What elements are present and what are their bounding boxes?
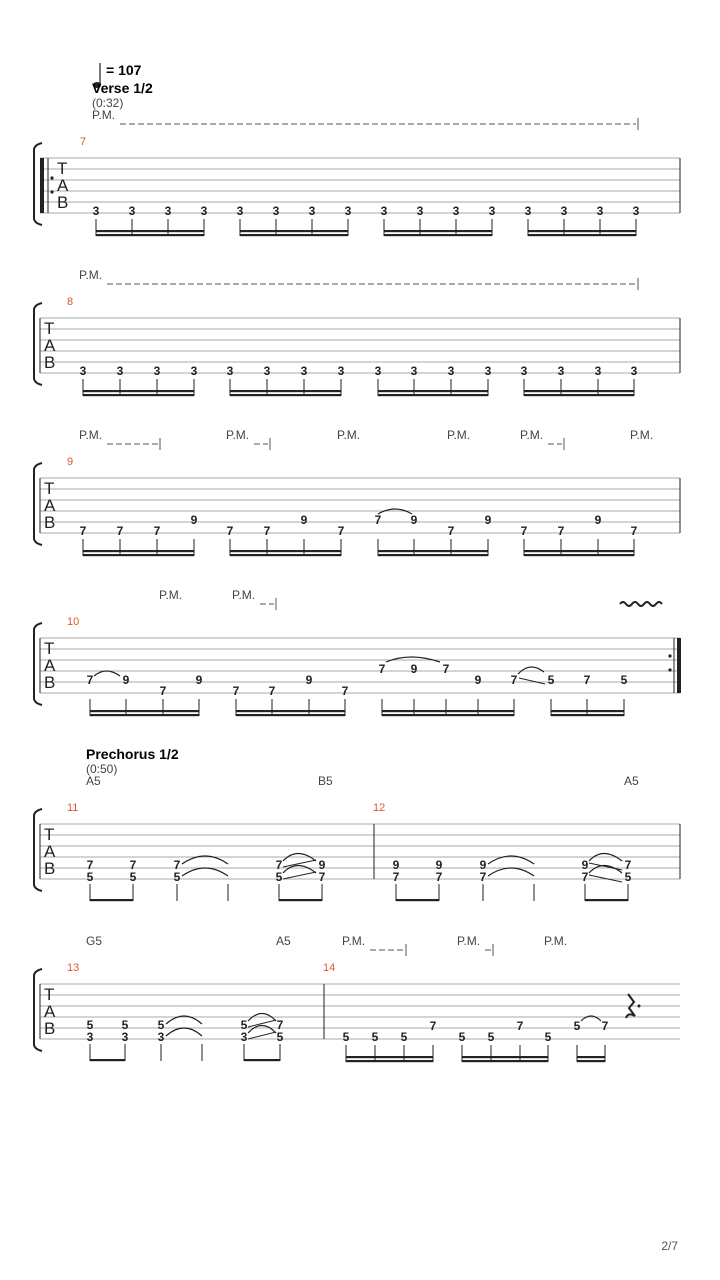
tab-note: 7 xyxy=(232,684,240,698)
tab-note: 3 xyxy=(226,364,234,378)
svg-text:5: 5 xyxy=(129,870,137,884)
note-beam xyxy=(528,234,636,236)
tab-note: 5 xyxy=(544,1030,552,1044)
note-beam xyxy=(236,714,345,716)
svg-text:3: 3 xyxy=(121,1030,129,1044)
note-beam xyxy=(378,390,488,392)
tab-note: 3 xyxy=(557,364,565,378)
measure-number-13: 13 xyxy=(67,962,80,974)
tab-note: 7 xyxy=(153,524,161,538)
tab-note: 7 xyxy=(510,673,518,687)
tab-note: 7 xyxy=(86,673,94,687)
tab-note: 9 xyxy=(410,513,418,527)
svg-text:7: 7 xyxy=(581,870,589,884)
svg-text:7: 7 xyxy=(276,1018,284,1032)
measure-number-8: 8 xyxy=(67,296,74,308)
note-beam xyxy=(240,230,348,232)
svg-text:7: 7 xyxy=(318,870,326,884)
tab-note: 7 xyxy=(341,684,349,698)
pm-label: P.M. xyxy=(159,588,183,602)
tab-note: 9 xyxy=(484,513,492,527)
tab-note: 7 xyxy=(442,662,450,676)
note-beam xyxy=(83,550,194,552)
system-4 xyxy=(34,588,681,716)
note-beam xyxy=(83,394,194,396)
tab-note: 3 xyxy=(116,364,124,378)
section-time-verse: (0:32) xyxy=(92,96,124,110)
tab-clef-a: A xyxy=(44,336,56,355)
measure-number-12: 12 xyxy=(373,802,386,814)
pm-label: P.M. xyxy=(447,428,471,442)
tab-clef-a: A xyxy=(44,842,56,861)
note-beam xyxy=(236,710,345,712)
pm-label: P.M. xyxy=(92,108,116,122)
chord-a5: A5 xyxy=(624,774,639,788)
svg-text:7: 7 xyxy=(129,858,137,872)
svg-text:5: 5 xyxy=(275,870,283,884)
tab-clef-b: B xyxy=(44,859,56,878)
tab-note: 9 xyxy=(594,513,602,527)
tab-note: 5 xyxy=(573,1019,581,1033)
tab-note: 3 xyxy=(520,364,528,378)
svg-text:7: 7 xyxy=(173,858,181,872)
svg-text:5: 5 xyxy=(86,1018,94,1032)
note-beam xyxy=(230,554,341,556)
tab-note: 3 xyxy=(236,204,244,218)
tab-note: 7 xyxy=(429,1019,437,1033)
tab-note: 5 xyxy=(371,1030,379,1044)
note-beam xyxy=(83,390,194,392)
tab-note: 9 xyxy=(300,513,308,527)
svg-text:9: 9 xyxy=(318,858,326,872)
note-beam xyxy=(96,234,204,236)
tab-note: 3 xyxy=(79,364,87,378)
svg-text:3: 3 xyxy=(157,1030,165,1044)
tab-note: 3 xyxy=(416,204,424,218)
svg-text:9: 9 xyxy=(392,858,400,872)
tab-clef-t: T xyxy=(44,825,55,844)
tab-note: 7 xyxy=(601,1019,609,1033)
tab-note: 7 xyxy=(583,673,591,687)
pm-label: P.M. xyxy=(342,934,366,948)
svg-text:5: 5 xyxy=(276,1030,284,1044)
tab-clef-a: A xyxy=(57,176,69,195)
pm-label: P.M. xyxy=(337,428,361,442)
system-1 xyxy=(34,108,680,236)
note-beam xyxy=(230,550,341,552)
tab-note: 5 xyxy=(487,1030,495,1044)
note-beam xyxy=(240,234,348,236)
tab-note: 3 xyxy=(300,364,308,378)
tab-note: 7 xyxy=(557,524,565,538)
note-beam xyxy=(378,394,488,396)
pm-label: P.M. xyxy=(79,268,103,282)
note-beam xyxy=(528,230,636,232)
tab-note: 9 xyxy=(474,673,482,687)
section-title-prechorus: Prechorus 1/2 xyxy=(86,746,179,762)
note-beam xyxy=(378,554,488,556)
section-time-prechorus: (0:50) xyxy=(86,762,118,776)
tab-note: 3 xyxy=(153,364,161,378)
note-beam xyxy=(90,710,199,712)
tab-note: 3 xyxy=(452,204,460,218)
page-number: 2/7 xyxy=(661,1239,678,1253)
note-beam xyxy=(462,1060,548,1062)
note-beam xyxy=(230,390,341,392)
tab-note: 3 xyxy=(272,204,280,218)
system-2 xyxy=(34,268,680,396)
tab-clef-t: T xyxy=(44,479,55,498)
tab-note: 3 xyxy=(263,364,271,378)
pm-label: P.M. xyxy=(520,428,544,442)
svg-text:5: 5 xyxy=(173,870,181,884)
tab-clef-a: A xyxy=(44,1002,56,1021)
tab-clef-b: B xyxy=(44,1019,56,1038)
tab-note: 3 xyxy=(374,364,382,378)
tab-note: 3 xyxy=(632,204,640,218)
chord-a5: A5 xyxy=(86,774,101,788)
tab-note: 7 xyxy=(520,524,528,538)
tab-note: 3 xyxy=(560,204,568,218)
tab-note: 9 xyxy=(195,673,203,687)
tab-note: 3 xyxy=(92,204,100,218)
tab-note: 3 xyxy=(484,364,492,378)
svg-text:7: 7 xyxy=(275,858,283,872)
tab-note: 5 xyxy=(458,1030,466,1044)
note-beam xyxy=(384,230,492,232)
svg-text:9: 9 xyxy=(581,858,589,872)
chord-a5: A5 xyxy=(276,934,291,948)
chord-g5: G5 xyxy=(86,934,103,948)
pm-label: P.M. xyxy=(232,588,256,602)
tab-clef-t: T xyxy=(44,319,55,338)
tab-note: 5 xyxy=(400,1030,408,1044)
measure-number-9: 9 xyxy=(67,456,74,468)
note-beam xyxy=(577,1060,605,1062)
tab-note: 3 xyxy=(594,364,602,378)
note-beam xyxy=(382,714,514,716)
note-beam xyxy=(524,554,634,556)
pm-label: P.M. xyxy=(544,934,568,948)
tab-note: 9 xyxy=(305,673,313,687)
svg-text:5: 5 xyxy=(240,1018,248,1032)
measure-number-11: 11 xyxy=(67,802,79,814)
tab-note: 3 xyxy=(190,364,198,378)
note-beam xyxy=(384,234,492,236)
tab-note: 9 xyxy=(122,673,130,687)
tab-clef-t: T xyxy=(44,985,55,1004)
svg-text:7: 7 xyxy=(86,858,94,872)
tab-note: 7 xyxy=(337,524,345,538)
tab-clef-b: B xyxy=(57,193,69,212)
note-beam xyxy=(524,390,634,392)
note-beam xyxy=(524,550,634,552)
tab-note: 5 xyxy=(547,673,555,687)
tab-note: 3 xyxy=(344,204,352,218)
tab-clef-b: B xyxy=(44,513,56,532)
tab-note: 3 xyxy=(447,364,455,378)
note-beam xyxy=(83,554,194,556)
note-beam xyxy=(96,230,204,232)
pm-label: P.M. xyxy=(226,428,250,442)
tab-clef-b: B xyxy=(44,353,56,372)
tab-clef-t: T xyxy=(44,639,55,658)
note-beam xyxy=(551,710,624,712)
tab-note: 7 xyxy=(374,513,382,527)
tab-note: 7 xyxy=(268,684,276,698)
tab-note: 9 xyxy=(190,513,198,527)
svg-text:5: 5 xyxy=(157,1018,165,1032)
tab-note: 7 xyxy=(226,524,234,538)
svg-text:5: 5 xyxy=(121,1018,129,1032)
svg-text:3: 3 xyxy=(240,1030,248,1044)
tab-note: 7 xyxy=(516,1019,524,1033)
tab-note: 7 xyxy=(116,524,124,538)
note-beam xyxy=(378,550,488,552)
measure-number-7: 7 xyxy=(80,136,87,148)
tab-note: 3 xyxy=(488,204,496,218)
tab-note: 7 xyxy=(378,662,386,676)
tab-clef-b: B xyxy=(44,673,56,692)
measure-number-10: 10 xyxy=(67,616,80,628)
svg-text:5: 5 xyxy=(624,870,632,884)
tab-note: 7 xyxy=(630,524,638,538)
note-beam xyxy=(524,394,634,396)
note-beam xyxy=(551,714,624,716)
pm-label: P.M. xyxy=(79,428,103,442)
tab-clef-a: A xyxy=(44,656,56,675)
tab-note: 3 xyxy=(337,364,345,378)
tab-note: 5 xyxy=(342,1030,350,1044)
tab-note: 3 xyxy=(164,204,172,218)
tab-note: 3 xyxy=(200,204,208,218)
tab-note: 3 xyxy=(410,364,418,378)
tempo-text: = 107 xyxy=(106,62,142,78)
system-3 xyxy=(34,428,680,556)
svg-text:9: 9 xyxy=(479,858,487,872)
note-beam xyxy=(346,1060,433,1062)
tab-note: 3 xyxy=(128,204,136,218)
tab-note: 3 xyxy=(524,204,532,218)
svg-text:3: 3 xyxy=(86,1030,94,1044)
system-6 xyxy=(34,934,680,1062)
svg-text:7: 7 xyxy=(624,858,632,872)
tab-note: 7 xyxy=(159,684,167,698)
chord-b5: B5 xyxy=(318,774,333,788)
tab-note: 3 xyxy=(596,204,604,218)
note-beam xyxy=(462,1056,548,1058)
measure-number-14: 14 xyxy=(323,962,336,974)
svg-text:9: 9 xyxy=(435,858,443,872)
tab-clef-a: A xyxy=(44,496,56,515)
tab-note: 7 xyxy=(263,524,271,538)
vibrato-mark xyxy=(620,602,662,606)
note-beam xyxy=(230,394,341,396)
note-beam xyxy=(346,1056,433,1058)
tab-note: 7 xyxy=(79,524,87,538)
pm-label: P.M. xyxy=(630,428,654,442)
tab-note: 3 xyxy=(308,204,316,218)
tab-note: 7 xyxy=(447,524,455,538)
svg-text:7: 7 xyxy=(435,870,443,884)
pm-label: P.M. xyxy=(457,934,481,948)
note-beam xyxy=(382,710,514,712)
tab-clef-t: T xyxy=(57,159,68,178)
tab-note: 3 xyxy=(630,364,638,378)
tab-note: 3 xyxy=(380,204,388,218)
note-beam xyxy=(90,714,199,716)
note-beam xyxy=(577,1056,605,1058)
svg-text:7: 7 xyxy=(392,870,400,884)
svg-text:7: 7 xyxy=(479,870,487,884)
svg-text:5: 5 xyxy=(86,870,94,884)
section-title-verse: Verse 1/2 xyxy=(92,80,153,96)
tab-note: 9 xyxy=(410,662,418,676)
tab-note: 5 xyxy=(620,673,628,687)
system-5 xyxy=(34,746,680,901)
